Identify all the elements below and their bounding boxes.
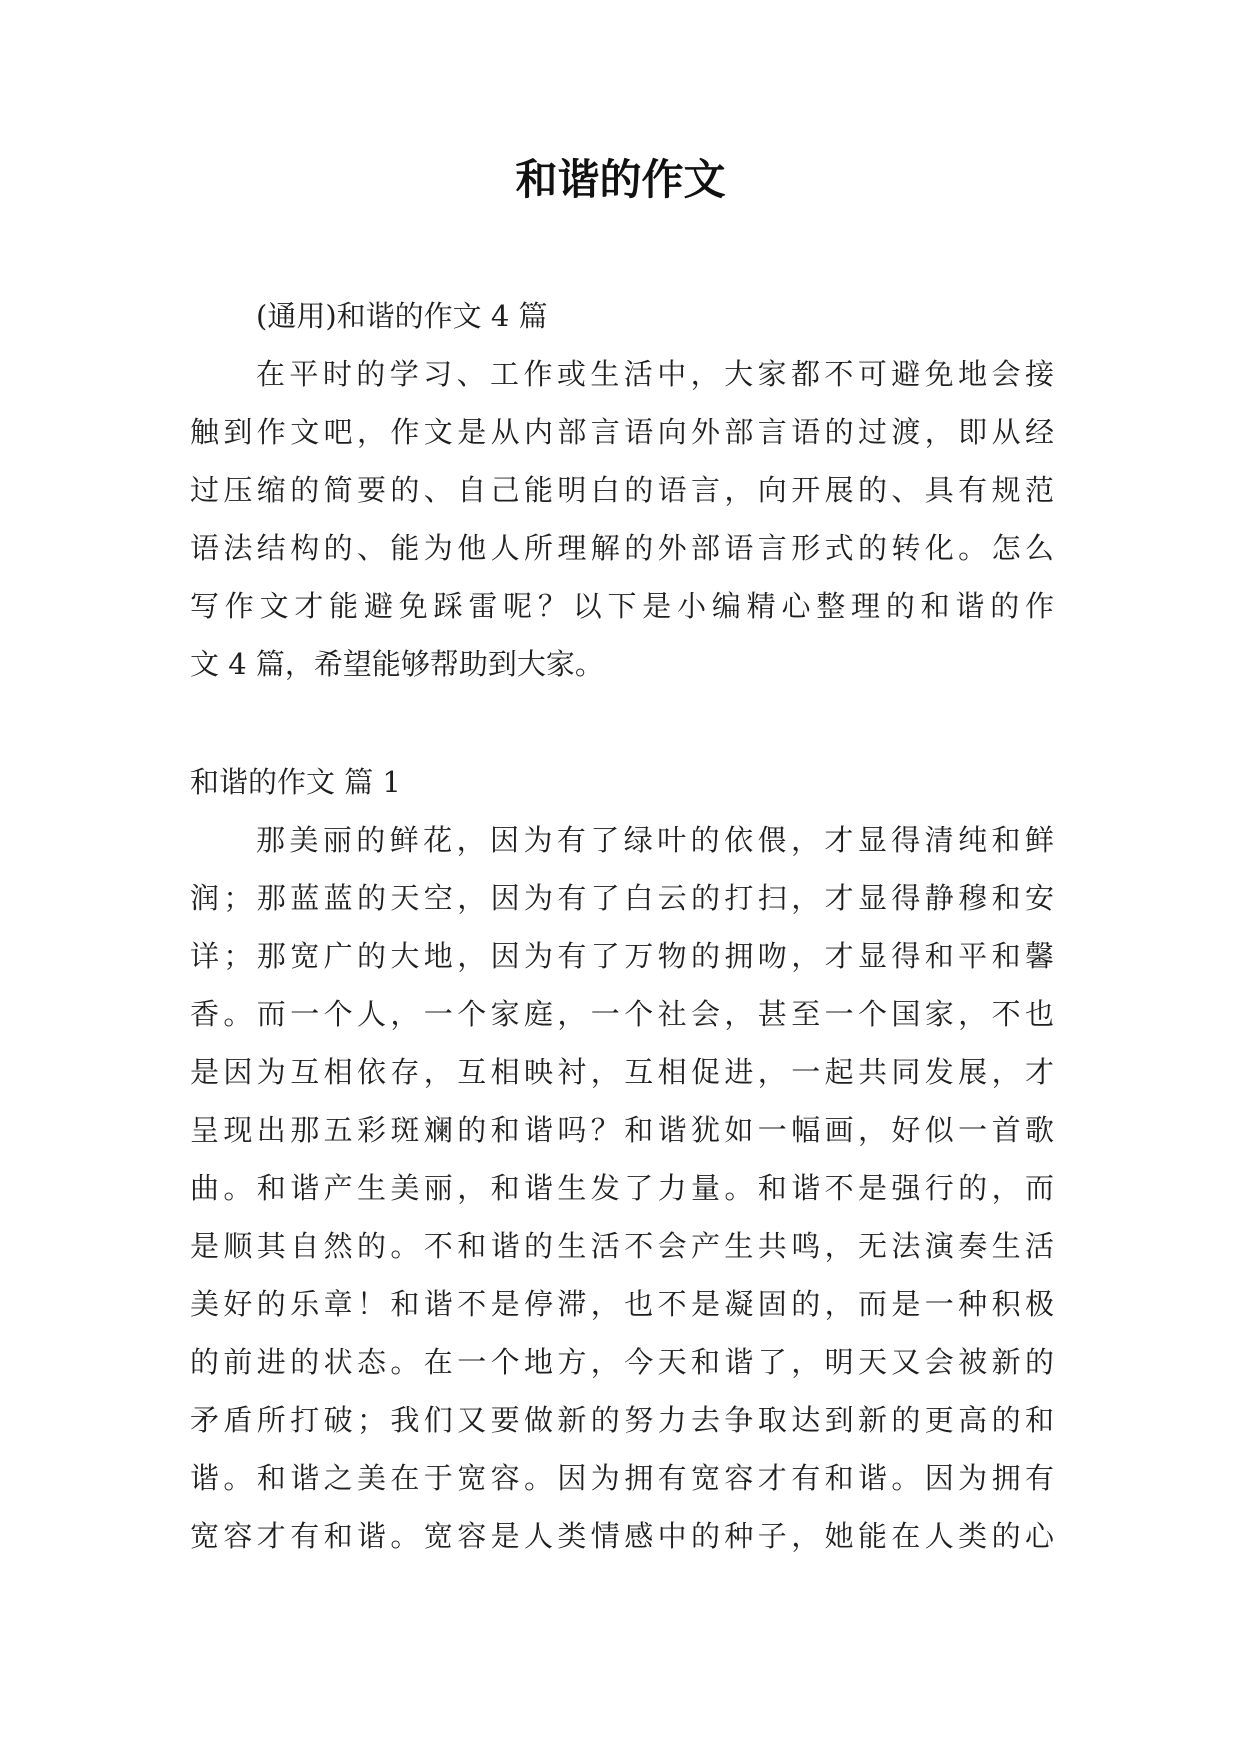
intro-line: 触到作文吧，作文是从内部言语向外部言语的过渡，即从经 — [190, 415, 1054, 449]
section-line: 详；那宽广的大地，因为有了万物的拥吻，才显得和平和馨 — [190, 939, 1054, 973]
intro-line: 在平时的学习、工作或生活中，大家都不可避免地会接 — [256, 357, 1054, 391]
section-line: 是因为互相依存，互相映衬，互相促进，一起共同发展，才 — [190, 1055, 1054, 1089]
section-line: 润；那蓝蓝的天空，因为有了白云的打扫，才显得静穆和安 — [190, 881, 1054, 915]
section-line: 那美丽的鲜花，因为有了绿叶的依偎，才显得清纯和鲜 — [256, 823, 1054, 857]
intro-line: 写作文才能避免踩雷呢？以下是小编精心整理的和谐的作 — [190, 589, 1054, 623]
section-line: 矛盾所打破；我们又要做新的努力去争取达到新的更高的和 — [190, 1403, 1054, 1437]
section-line: 呈现出那五彩斑斓的和谐吗？和谐犹如一幅画，好似一首歌 — [190, 1113, 1054, 1147]
section-line: 宽容才有和谐。宽容是人类情感中的种子，她能在人类的心 — [190, 1519, 1054, 1553]
section-line: 美好的乐章！和谐不是停滞，也不是凝固的，而是一种积极 — [190, 1287, 1054, 1321]
intro-line: 文 4 篇，希望能够帮助到大家。 — [190, 647, 604, 681]
section-line: 曲。和谐产生美丽，和谐生发了力量。和谐不是强行的，而 — [190, 1171, 1054, 1205]
section-heading: 和谐的作文 篇 1 — [190, 765, 401, 799]
intro-line: 语法结构的、能为他人所理解的外部语言形式的转化。怎么 — [190, 531, 1054, 565]
section-line: 的前进的状态。在一个地方，今天和谐了，明天又会被新的 — [190, 1345, 1054, 1379]
section-line: 谐。和谐之美在于宽容。因为拥有宽容才有和谐。因为拥有 — [190, 1461, 1054, 1495]
document-title: 和谐的作文 — [515, 155, 726, 204]
section-line: 香。而一个人，一个家庭，一个社会，甚至一个国家，不也 — [190, 997, 1054, 1031]
intro-subtitle: (通用)和谐的作文 4 篇 — [256, 299, 548, 333]
section-line: 是顺其自然的。不和谐的生活不会产生共鸣，无法演奏生活 — [190, 1229, 1054, 1263]
intro-line: 过压缩的简要的、自己能明白的语言，向开展的、具有规范 — [190, 473, 1054, 507]
